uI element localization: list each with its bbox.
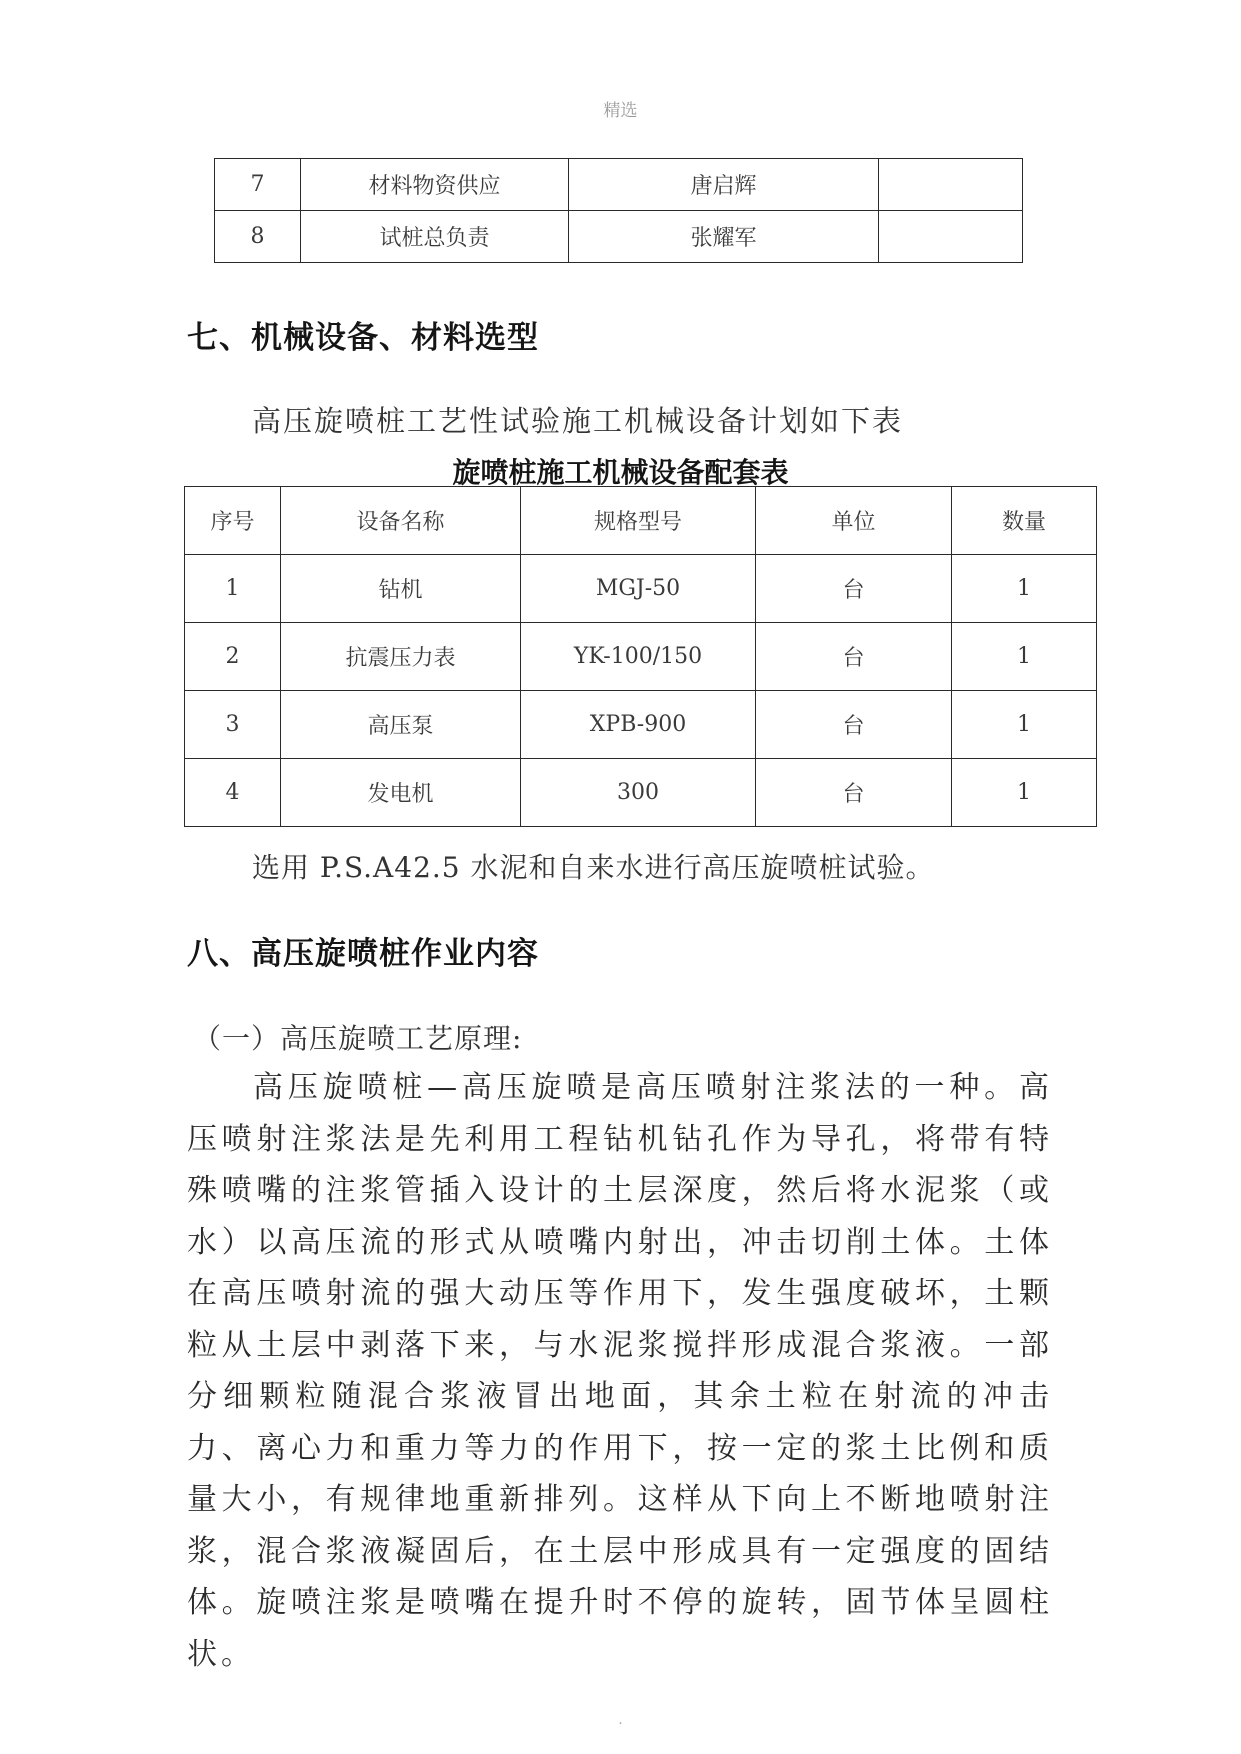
table-cell: 3: [185, 691, 281, 759]
table-cell: 1: [952, 759, 1097, 827]
table-row: [185, 555, 1097, 623]
table-cell: MGJ-50: [521, 555, 756, 623]
staff-note: [879, 159, 1023, 211]
table-cell: 台: [756, 759, 952, 827]
staff-note: [879, 211, 1023, 263]
table-cell: 1: [952, 691, 1097, 759]
equipment-table-caption: 旋喷桩施工机械设备配套表: [452, 456, 789, 489]
section8-subheading: （一）高压旋喷工艺原理:: [193, 1022, 523, 1055]
table-row: [215, 211, 1023, 263]
table-cell: 2: [185, 623, 281, 691]
staff-person: 张耀军: [569, 211, 879, 263]
equipment-table: [184, 486, 1097, 827]
table-cell: 1: [185, 555, 281, 623]
table-cell: 台: [756, 691, 952, 759]
table-row: [185, 691, 1097, 759]
staff-task: 试桩总负责: [301, 211, 569, 263]
staff-task: 材料物资供应: [301, 159, 569, 211]
table-cell: 300: [521, 759, 756, 827]
table-cell: YK-100/150: [521, 623, 756, 691]
table-row: [185, 623, 1097, 691]
table-cell: 台: [756, 623, 952, 691]
table-cell: 1: [952, 555, 1097, 623]
table-cell: 钻机: [281, 555, 521, 623]
footer-mark: .: [618, 1712, 623, 1728]
header-cell: 规格型号: [521, 487, 756, 555]
principle-paragraph: 高压旋喷桩—高压旋喷是高压喷射注浆法的一种。高压喷射注浆法是先利用工程钻机钻孔作为导孔，将带有特殊喷嘴的注浆管插入设计的土层深度，然后将水泥浆（或水）以高压流的形式从喷嘴内射出，冲击切削土体。土体在高压喷射流的强大动压等作用下，发生强度破坏，土颗粒从土层中剥落下来，与水泥浆搅拌形成混合浆液。一部分细颗粒随混合浆液冒出地面，其余土粒在射流的冲击力、离心力和重力等力的作用下，按一定的浆土比例和质量大小，有规律地重新排列。这样从下向上不断地喷射注浆，混合浆液凝固后，在土层中形成具有一定强度的固结体。旋喷注浆是喷嘴在提升时不停的旋转，固节体呈圆柱状。: [187, 1070, 1053, 1672]
staff-no: 8: [215, 211, 301, 263]
table-cell: 抗震压力表: [281, 623, 521, 691]
section8-heading: 八、高压旋喷桩作业内容: [187, 936, 539, 972]
staff-table: [214, 158, 1023, 263]
header-cell: 数量: [952, 487, 1097, 555]
header-watermark: 精选: [603, 101, 638, 121]
section7-heading: 七、机械设备、材料选型: [187, 320, 539, 356]
header-cell: 设备名称: [281, 487, 521, 555]
table-cell: 台: [756, 555, 952, 623]
table-cell: 高压泵: [281, 691, 521, 759]
staff-no: 7: [215, 159, 301, 211]
section7-intro: 高压旋喷桩工艺性试验施工机械设备计划如下表: [252, 404, 904, 438]
table-cell: XPB-900: [521, 691, 756, 759]
staff-person: 唐启辉: [569, 159, 879, 211]
table-cell: 4: [185, 759, 281, 827]
material-note: 选用 P.S.A42.5 水泥和自来水进行高压旋喷桩试验。: [252, 851, 935, 884]
table-header-row: [185, 487, 1097, 555]
table-cell: 1: [952, 623, 1097, 691]
header-cell: 单位: [756, 487, 952, 555]
table-row: [215, 159, 1023, 211]
table-cell: 发电机: [281, 759, 521, 827]
header-cell: 序号: [185, 487, 281, 555]
table-row: [185, 759, 1097, 827]
